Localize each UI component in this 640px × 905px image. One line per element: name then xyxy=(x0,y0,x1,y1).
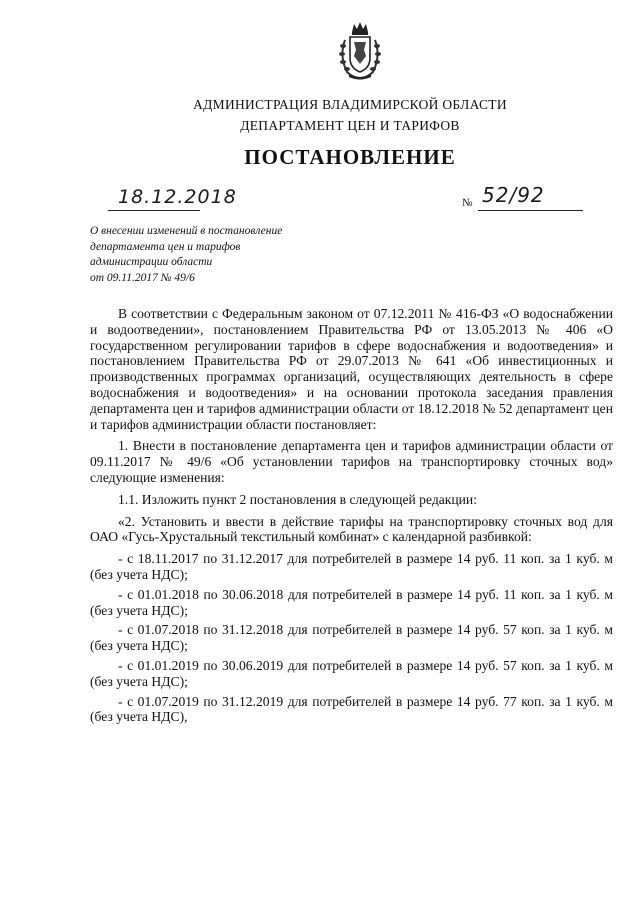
quote-item-2-paragraph: «2. Установить и ввести в действие тарифы на транспортировку сточных вод для ОАО «Гусь-Хрустальный текстильный комбинат» с календарной разбивкой: xyxy=(90,513,613,545)
document-date: 18.12.2018 xyxy=(118,186,237,208)
date-underline xyxy=(108,210,200,211)
subject-line: департамента цен и тарифов xyxy=(90,240,241,253)
department-name: ДЕПАРТАМЕНТ ЦЕН И ТАРИФОВ xyxy=(240,118,460,133)
subject-line: администрации области xyxy=(90,256,213,268)
number-underline xyxy=(478,210,583,211)
subject-line: от 09.11.2017 № 49/6 xyxy=(90,271,195,284)
tariff-rate-line: - с 01.01.2019 по 30.06.2019 для потребителей в размере 14 руб. 57 коп. за 1 куб. м (без учета НДС); xyxy=(90,657,613,689)
organization-name: АДМИНИСТРАЦИЯ ВЛАДИМИРСКОЙ ОБЛАСТИ xyxy=(193,97,507,112)
coat-of-arms-emblem xyxy=(335,20,385,82)
tariff-rate-line: - с 01.07.2018 по 31.12.2018 для потребителей в размере 14 руб. 57 коп. за 1 куб. м (без учета НДС); xyxy=(90,622,613,654)
number-sign: № xyxy=(462,197,473,209)
tariff-rate-line: - с 18.11.2017 по 31.12.2017 для потребителей в размере 14 руб. 11 коп. за 1 куб. м (без учета НДС); xyxy=(90,551,613,582)
preamble-paragraph: В соответствии с Федеральным законом от 07.12.2011 № 416-ФЗ «О водоснабжении и водоотведении», постановлением Правительства РФ от 13.05.2013 № 406 «О государственном регулировании тарифов в сфере водоснабжения и водоотведения» и постановлением Правительства РФ от 29.07.2013 № 641 «Об инвестиционных и производственных программах организаций, осуществляющих деятельность в сфере водоснабжения и водоотведения» и на основании протокола заседания правления департамента цен и тарифов администрации области от 18.12.2018 № 52 департамент цен и тарифов администрации области постановляет: xyxy=(90,306,613,432)
tariff-rate-line: - с 01.01.2018 по 30.06.2018 для потребителей в размере 14 руб. 11 коп. за 1 куб. м (без учета НДС); xyxy=(90,586,613,618)
subject-line: О внесении изменений в постановление xyxy=(90,225,283,237)
document-number: 52/92 xyxy=(482,183,545,207)
document-body xyxy=(90,306,613,729)
document-subject xyxy=(90,224,350,286)
item-1-paragraph: 1. Внести в постановление департамента цен и тарифов администрации области от 09.11.2017 № 49/6 «Об установлении тарифов на транспортировку сточных вод» следующие изменения: xyxy=(90,438,613,485)
item-1-1-paragraph: 1.1. Изложить пункт 2 постановления в следующей редакции: xyxy=(118,491,477,507)
document-title: ПОСТАНОВЛЕНИЕ xyxy=(244,145,456,169)
tariff-rate-line: - с 01.07.2019 по 31.12.2019 для потребителей в размере 14 руб. 77 коп. за 1 куб. м (без учета НДС), xyxy=(90,693,613,725)
